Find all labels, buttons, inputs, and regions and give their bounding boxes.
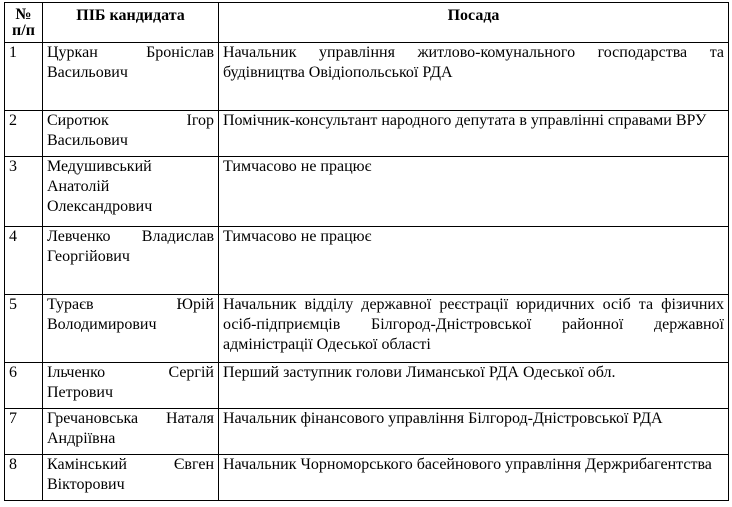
row-number: 1 [5, 43, 43, 111]
candidates-table [4, 2, 729, 501]
header-name: ПІБ кандидата [43, 3, 219, 43]
candidate-name: Ільченко Сергій Петрович [43, 363, 219, 409]
row-number: 7 [5, 409, 43, 455]
candidate-name: Камінський Євген Вікторович [43, 455, 219, 501]
candidate-name: Медушивський Анатолій Олександрович [43, 157, 219, 227]
row-number: 5 [5, 295, 43, 363]
table-row [5, 409, 729, 455]
row-number: 6 [5, 363, 43, 409]
candidate-name: Цуркан Броніслав Васильович [43, 43, 219, 111]
candidate-name: Левченко Владислав Георгійович [43, 227, 219, 295]
header-row [5, 3, 729, 43]
table-row [5, 363, 729, 409]
table-row [5, 111, 729, 157]
candidate-position: Начальник відділу державної реєстрації юридичних осіб та фізичних осіб-підприємців Білгород-Дністровської районної державної адміністрації Одеської області [219, 295, 729, 363]
header-position: Посада [219, 3, 729, 43]
table-row [5, 227, 729, 295]
table-row [5, 43, 729, 111]
candidate-name: Гречановська Наталя Андріївна [43, 409, 219, 455]
header-number [5, 3, 43, 43]
row-number: 4 [5, 227, 43, 295]
candidate-position: Перший заступник голови Лиманської РДА Одеської обл. [219, 363, 729, 409]
candidate-position: Начальник Чорноморського басейнового управління Держрибагентства [219, 455, 729, 501]
candidate-position: Помічник-консультант народного депутата в управлінні справами ВРУ [219, 111, 729, 157]
header-number-line1: № [15, 6, 32, 23]
candidate-position: Тимчасово не працює [219, 157, 729, 227]
table-row [5, 157, 729, 227]
candidate-position: Начальник фінансового управління Білгород-Дністровської РДА [219, 409, 729, 455]
candidate-position: Начальник управління житлово-комунального господарства та будівництва Овідіопольської РДА [219, 43, 729, 111]
table-row [5, 455, 729, 501]
header-number-line2: п/п [12, 22, 35, 39]
candidate-position: Тимчасово не працює [219, 227, 729, 295]
candidate-name: Тураєв Юрій Володимирович [43, 295, 219, 363]
table-row [5, 295, 729, 363]
candidate-name: Сиротюк Ігор Васильович [43, 111, 219, 157]
row-number: 8 [5, 455, 43, 501]
row-number: 3 [5, 157, 43, 227]
row-number: 2 [5, 111, 43, 157]
